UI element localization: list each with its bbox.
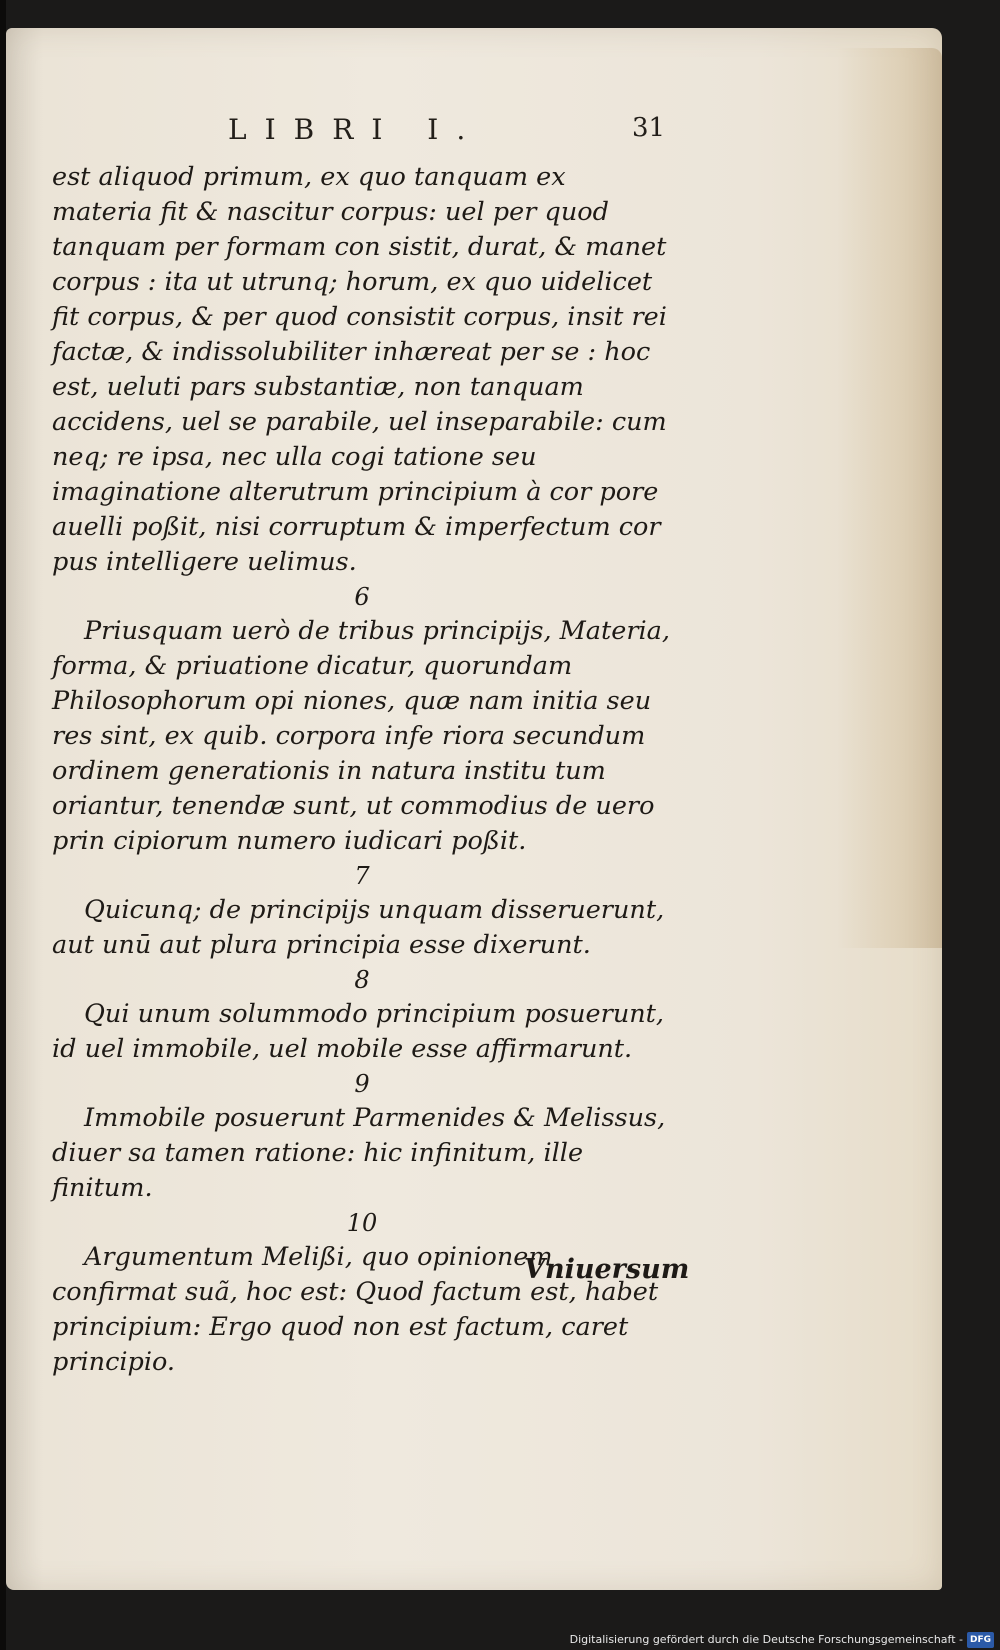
section-number-8: 8: [354, 966, 370, 994]
section-number-6: 6: [354, 583, 370, 611]
page-number: 31: [632, 113, 666, 143]
section-text-7: Quicunq; de principijs unquam disseruerunt, aut unū aut plura principia esse dixerunt.: [52, 895, 665, 960]
dfg-logo: DFG: [967, 1632, 994, 1648]
section-text-10: Argumentum Melißi, quo opinionem confirmat suã, hoc est: Quod factum est, habet principium: Ergo quod non est factum, caret principio.: [52, 1242, 659, 1377]
running-header: LIBRI I.: [228, 113, 484, 146]
section-number-10: 10: [346, 1209, 378, 1237]
section-text-6: Priusquam uerò de tribus principijs, Materia, forma, & priuatione dicatur, quorundam Philosophorum opi niones, quæ nam initia seu res sint, ex quib. corpora infe riora secundum ordinem generationis in natura institu tum oriantur, tenendæ sunt, ut commodius de uero prin cipiorum numero iudicari poßit.: [52, 616, 670, 856]
page-text: [52, 160, 672, 1380]
section-number-9: 9: [354, 1070, 370, 1098]
section-number-7: 7: [354, 862, 370, 890]
paragraph-continuation: est aliquod primum, ex quo tanquam ex materia fit & nascitur corpus: uel per quod tanquam per formam con sistit, durat, & manet corpus : ita ut utrunq; horum, ex quo uidelicet fit corpus, & per quod consistit corpus, insit rei factæ, & indissolubiliter inhæreat per se : hoc est, ueluti pars substantiæ, non tanquam accidens, uel se parabile, uel inseparabile: cum neq; re ipsa, nec ulla cogi tatione seu imaginatione alterutrum principium à cor pore auelli poßit, nisi corruptum & imperfectum cor pus intelligere uelimus.: [52, 162, 667, 577]
catchword: Vniuersum: [524, 1254, 690, 1285]
section-text-9: Immobile posuerunt Parmenides & Melissus, diuer sa tamen ratione: hic infinitum, ille finitum.: [52, 1103, 666, 1203]
section-text-8: Qui unum solummodo principium posuerunt, id uel immobile, uel mobile esse affirmarunt.: [52, 999, 665, 1064]
credit-text: Digitalisierung gefördert durch die Deutsche Forschungsgemeinschaft -: [569, 1633, 963, 1646]
digitization-credit: [570, 1632, 994, 1648]
